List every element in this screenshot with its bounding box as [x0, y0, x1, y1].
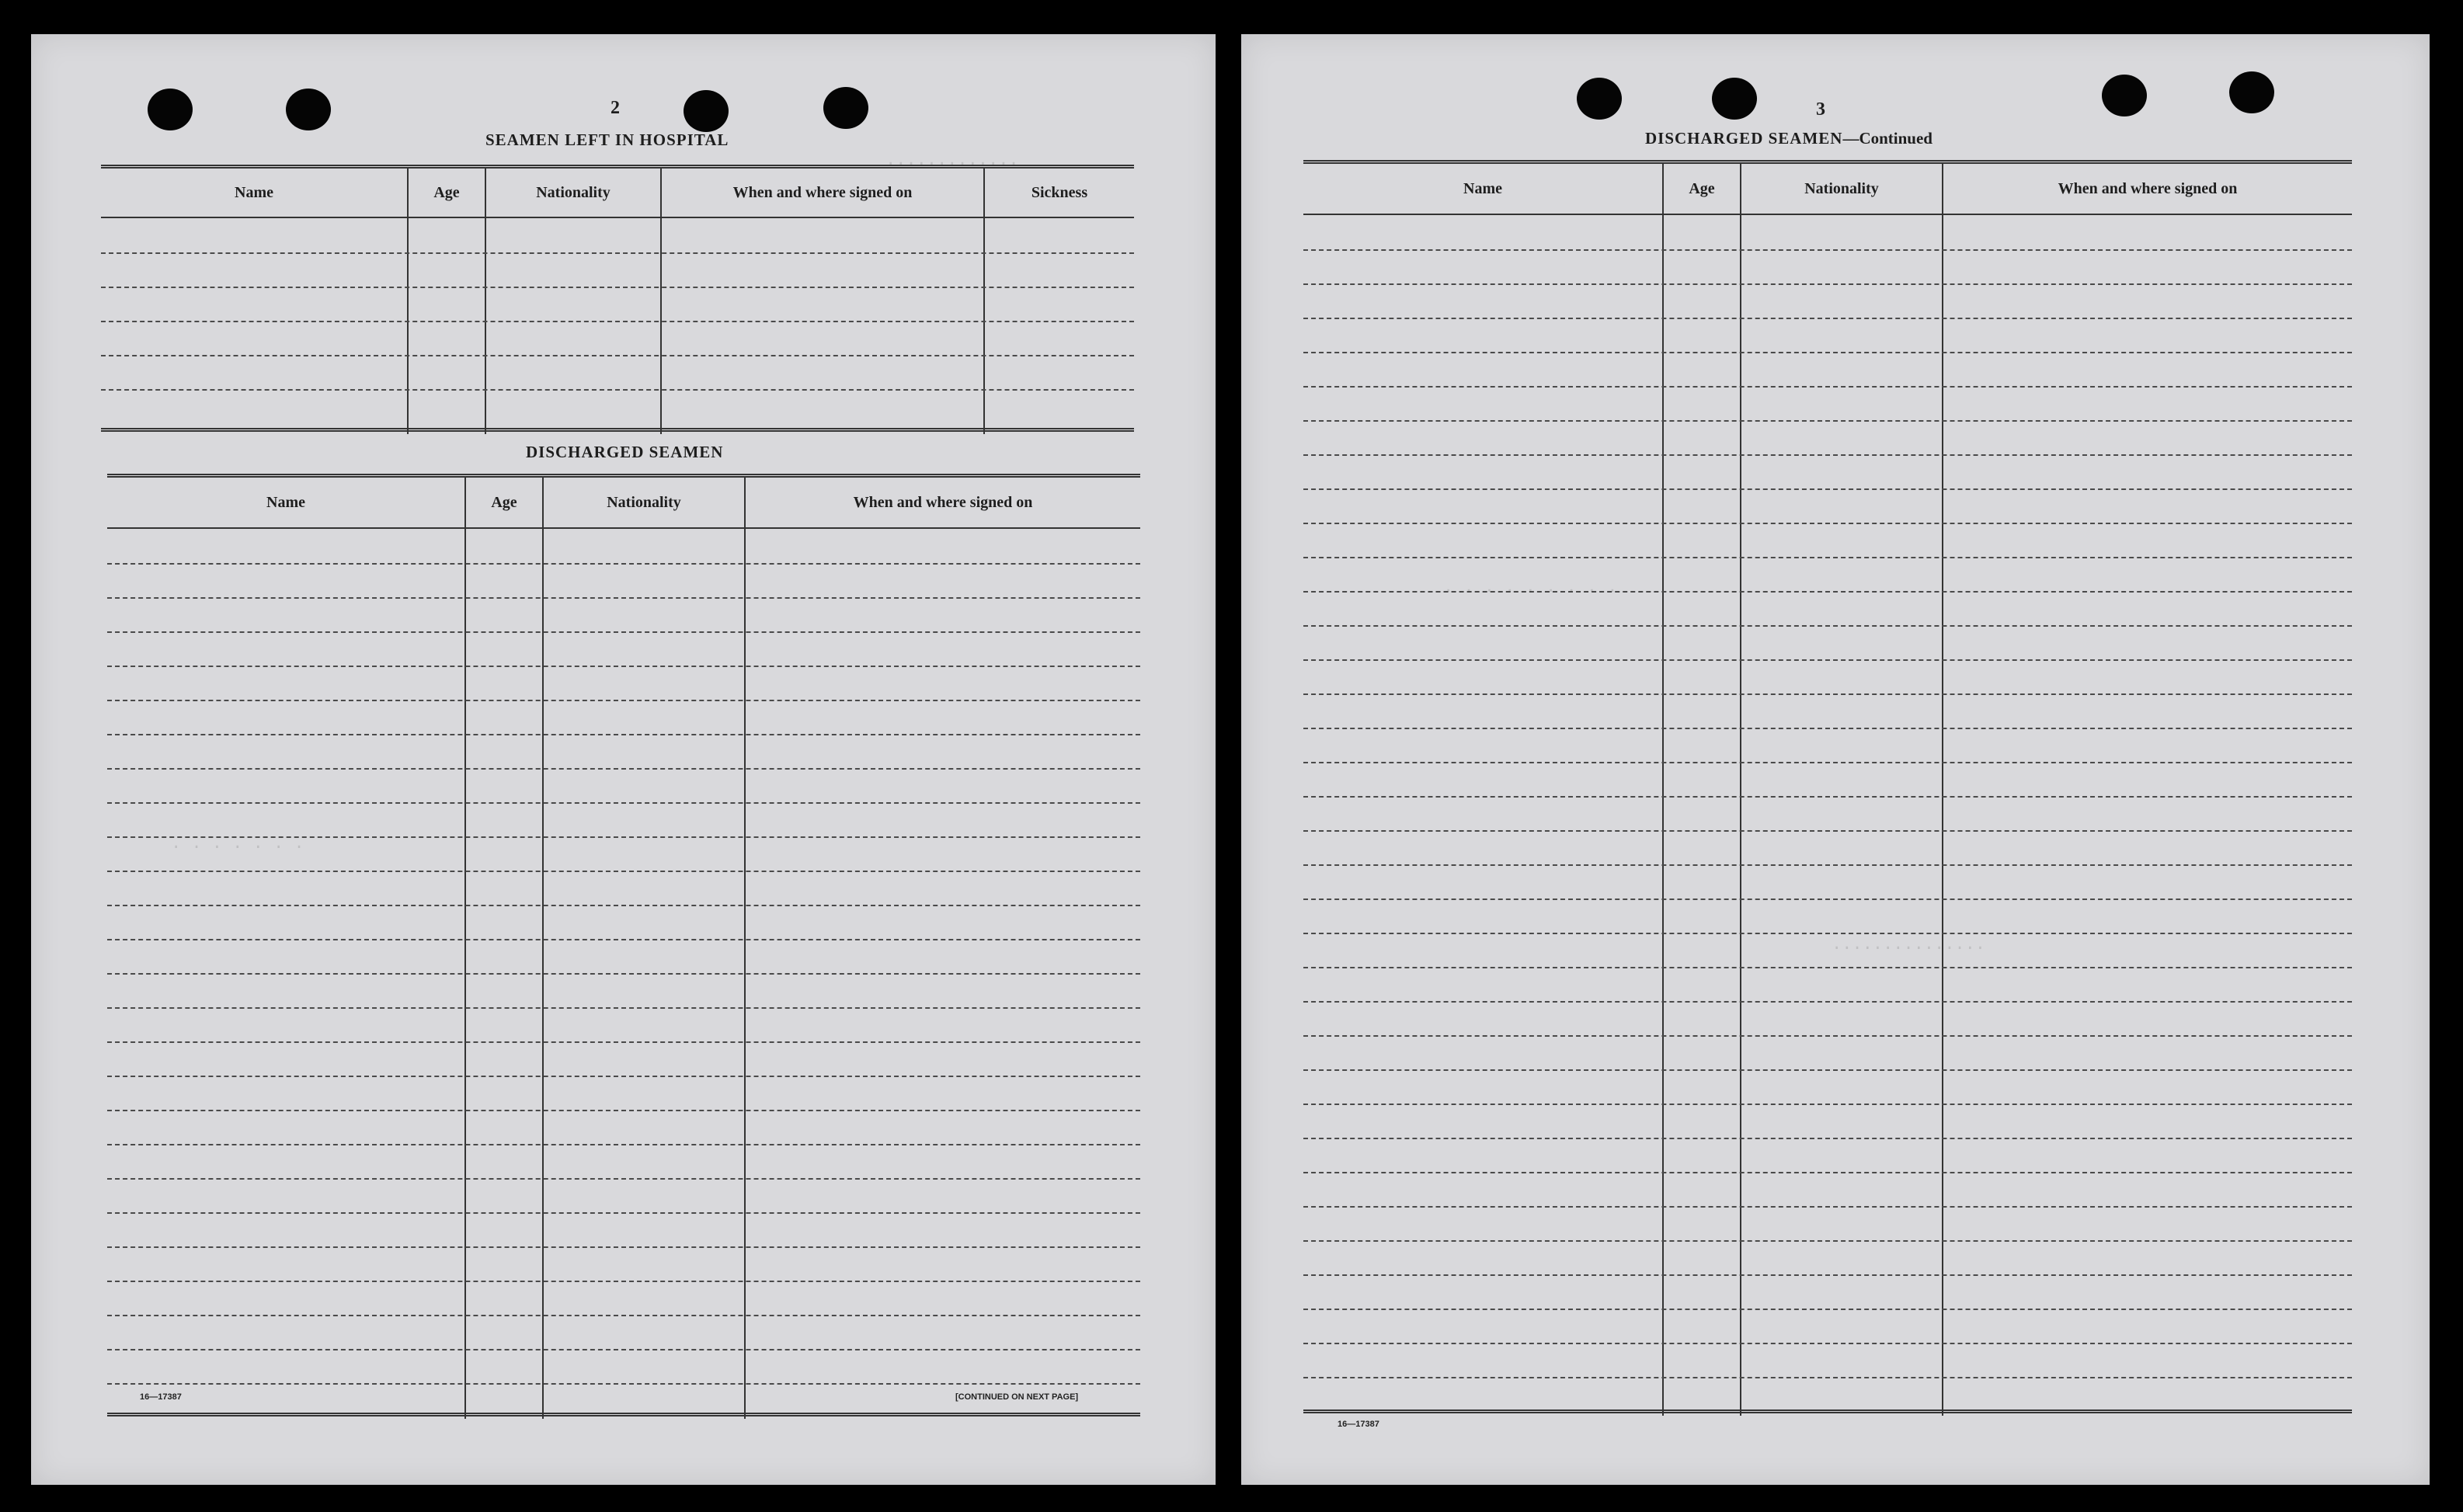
column-header-age: Age	[433, 183, 460, 201]
ruled-line	[1303, 420, 2352, 422]
ruled-line	[101, 389, 1134, 391]
ruled-line	[1303, 557, 2352, 558]
ruled-line	[1303, 1035, 2352, 1037]
ruled-line	[107, 1041, 1140, 1043]
continued-suffix: —Continued	[1842, 129, 1932, 148]
column-divider	[660, 169, 662, 434]
column-header-signed-on: When and where signed on	[2058, 179, 2238, 197]
column-header-signed-on: When and where signed on	[732, 183, 913, 201]
column-divider	[407, 169, 409, 434]
punch-hole	[684, 90, 729, 132]
bleed-through-text: . . . . . . .	[171, 834, 304, 853]
ruled-line	[1303, 1001, 2352, 1003]
punch-hole	[148, 89, 193, 130]
ruled-line	[1303, 1240, 2352, 1242]
ruled-line	[107, 563, 1140, 565]
ruled-line	[1303, 488, 2352, 490]
ruled-line	[107, 1349, 1140, 1350]
ruled-line	[1303, 1069, 2352, 1071]
ruled-line	[107, 1110, 1140, 1111]
ruled-line	[107, 1007, 1140, 1009]
ruled-line	[1303, 1104, 2352, 1105]
ruled-line	[1303, 1343, 2352, 1344]
column-header-name: Name	[235, 183, 273, 201]
column-header-age: Age	[491, 493, 517, 511]
punch-hole	[823, 87, 868, 129]
column-divider	[744, 478, 746, 1419]
discharged-continued-table-header	[1303, 164, 2352, 215]
ruled-line	[1303, 659, 2352, 661]
ruled-line	[107, 666, 1140, 667]
continued-note: [CONTINUED ON NEXT PAGE]	[955, 1392, 1079, 1402]
ruled-line	[1303, 1309, 2352, 1310]
hospital-section-title: SEAMEN LEFT IN HOSPITAL	[485, 130, 729, 149]
column-divider	[485, 169, 486, 434]
ruled-line	[107, 1315, 1140, 1316]
ruled-line	[1303, 933, 2352, 934]
ruled-line	[1303, 386, 2352, 388]
punch-hole	[286, 89, 331, 130]
ruled-line	[1303, 591, 2352, 593]
left-page	[31, 34, 1216, 1485]
column-divider	[464, 478, 466, 1419]
discharged-table-header	[107, 478, 1140, 529]
ruled-line	[107, 1144, 1140, 1145]
punch-hole	[2229, 71, 2274, 113]
ruled-line	[1303, 967, 2352, 968]
ruled-line	[1303, 1274, 2352, 1276]
column-divider	[983, 169, 985, 434]
ruled-line	[1303, 249, 2352, 251]
ruled-line	[107, 597, 1140, 599]
right-page	[1241, 34, 2430, 1485]
punch-hole	[2102, 75, 2147, 116]
column-header-nationality: Nationality	[1804, 179, 1879, 197]
ruled-line	[1303, 1206, 2352, 1208]
ruled-line	[107, 802, 1140, 804]
discharged-continued-table	[1303, 160, 2352, 1416]
ruled-line	[1303, 693, 2352, 695]
column-header-nationality: Nationality	[536, 183, 611, 201]
ruled-line	[1303, 1172, 2352, 1173]
table-bottom-rule	[107, 1413, 1140, 1416]
ruled-line	[1303, 1138, 2352, 1139]
ruled-line	[1303, 728, 2352, 729]
ruled-line	[1303, 318, 2352, 319]
ruled-line	[107, 836, 1140, 838]
table-bottom-rule	[101, 428, 1134, 432]
discharged-continued-title-main: DISCHARGED SEAMEN	[1645, 129, 1843, 148]
ruled-line	[1303, 283, 2352, 285]
column-header-nationality: Nationality	[607, 493, 681, 511]
ruled-line	[107, 700, 1140, 701]
bleed-through-text: ...............	[1832, 935, 1986, 954]
discharged-section-title: DISCHARGED SEAMEN	[526, 443, 724, 461]
ruled-line	[107, 905, 1140, 906]
hospital-table	[101, 165, 1134, 434]
form-number: 16—17387	[140, 1392, 182, 1402]
ruled-line	[107, 1246, 1140, 1248]
ruled-line	[1303, 762, 2352, 763]
ruled-line	[107, 1383, 1140, 1385]
ruled-line	[1303, 1377, 2352, 1378]
column-header-name: Name	[1463, 179, 1502, 197]
ruled-line	[107, 871, 1140, 872]
ruled-line	[107, 734, 1140, 735]
ruled-line	[1303, 796, 2352, 798]
ruled-line	[107, 1178, 1140, 1180]
ruled-line	[107, 1212, 1140, 1214]
column-header-sickness: Sickness	[1031, 183, 1088, 201]
ruled-line	[107, 1281, 1140, 1282]
hospital-table-header	[101, 169, 1134, 218]
ruled-line	[101, 321, 1134, 322]
discharged-continued-title	[1645, 129, 1932, 148]
ruled-line	[107, 939, 1140, 940]
page-number: 2	[611, 98, 620, 118]
punch-hole	[1577, 78, 1622, 120]
column-divider	[542, 478, 544, 1419]
table-bottom-rule	[1303, 1409, 2352, 1413]
ruled-line	[101, 252, 1134, 254]
ruled-line	[107, 768, 1140, 770]
ruled-line	[1303, 352, 2352, 353]
ruled-line	[1303, 899, 2352, 900]
column-header-age: Age	[1689, 179, 1715, 197]
ruled-line	[1303, 830, 2352, 832]
ruled-line	[101, 355, 1134, 356]
ruled-line	[1303, 523, 2352, 524]
ruled-line	[107, 1076, 1140, 1077]
ruled-line	[1303, 625, 2352, 627]
ruled-line	[101, 287, 1134, 288]
bleed-through-text: . . . . . . . . .	[1443, 578, 1618, 597]
column-header-signed-on: When and where signed on	[853, 493, 1033, 511]
ruled-line	[107, 973, 1140, 975]
form-number: 16—17387	[1338, 1420, 1379, 1429]
page-number: 3	[1816, 99, 1825, 120]
ruled-line	[107, 631, 1140, 633]
bleed-through-text: .............	[885, 151, 1019, 170]
discharged-table	[107, 474, 1140, 1419]
column-header-name: Name	[266, 493, 305, 511]
ruled-line	[1303, 454, 2352, 456]
punch-hole	[1712, 78, 1757, 120]
ruled-line	[1303, 864, 2352, 866]
